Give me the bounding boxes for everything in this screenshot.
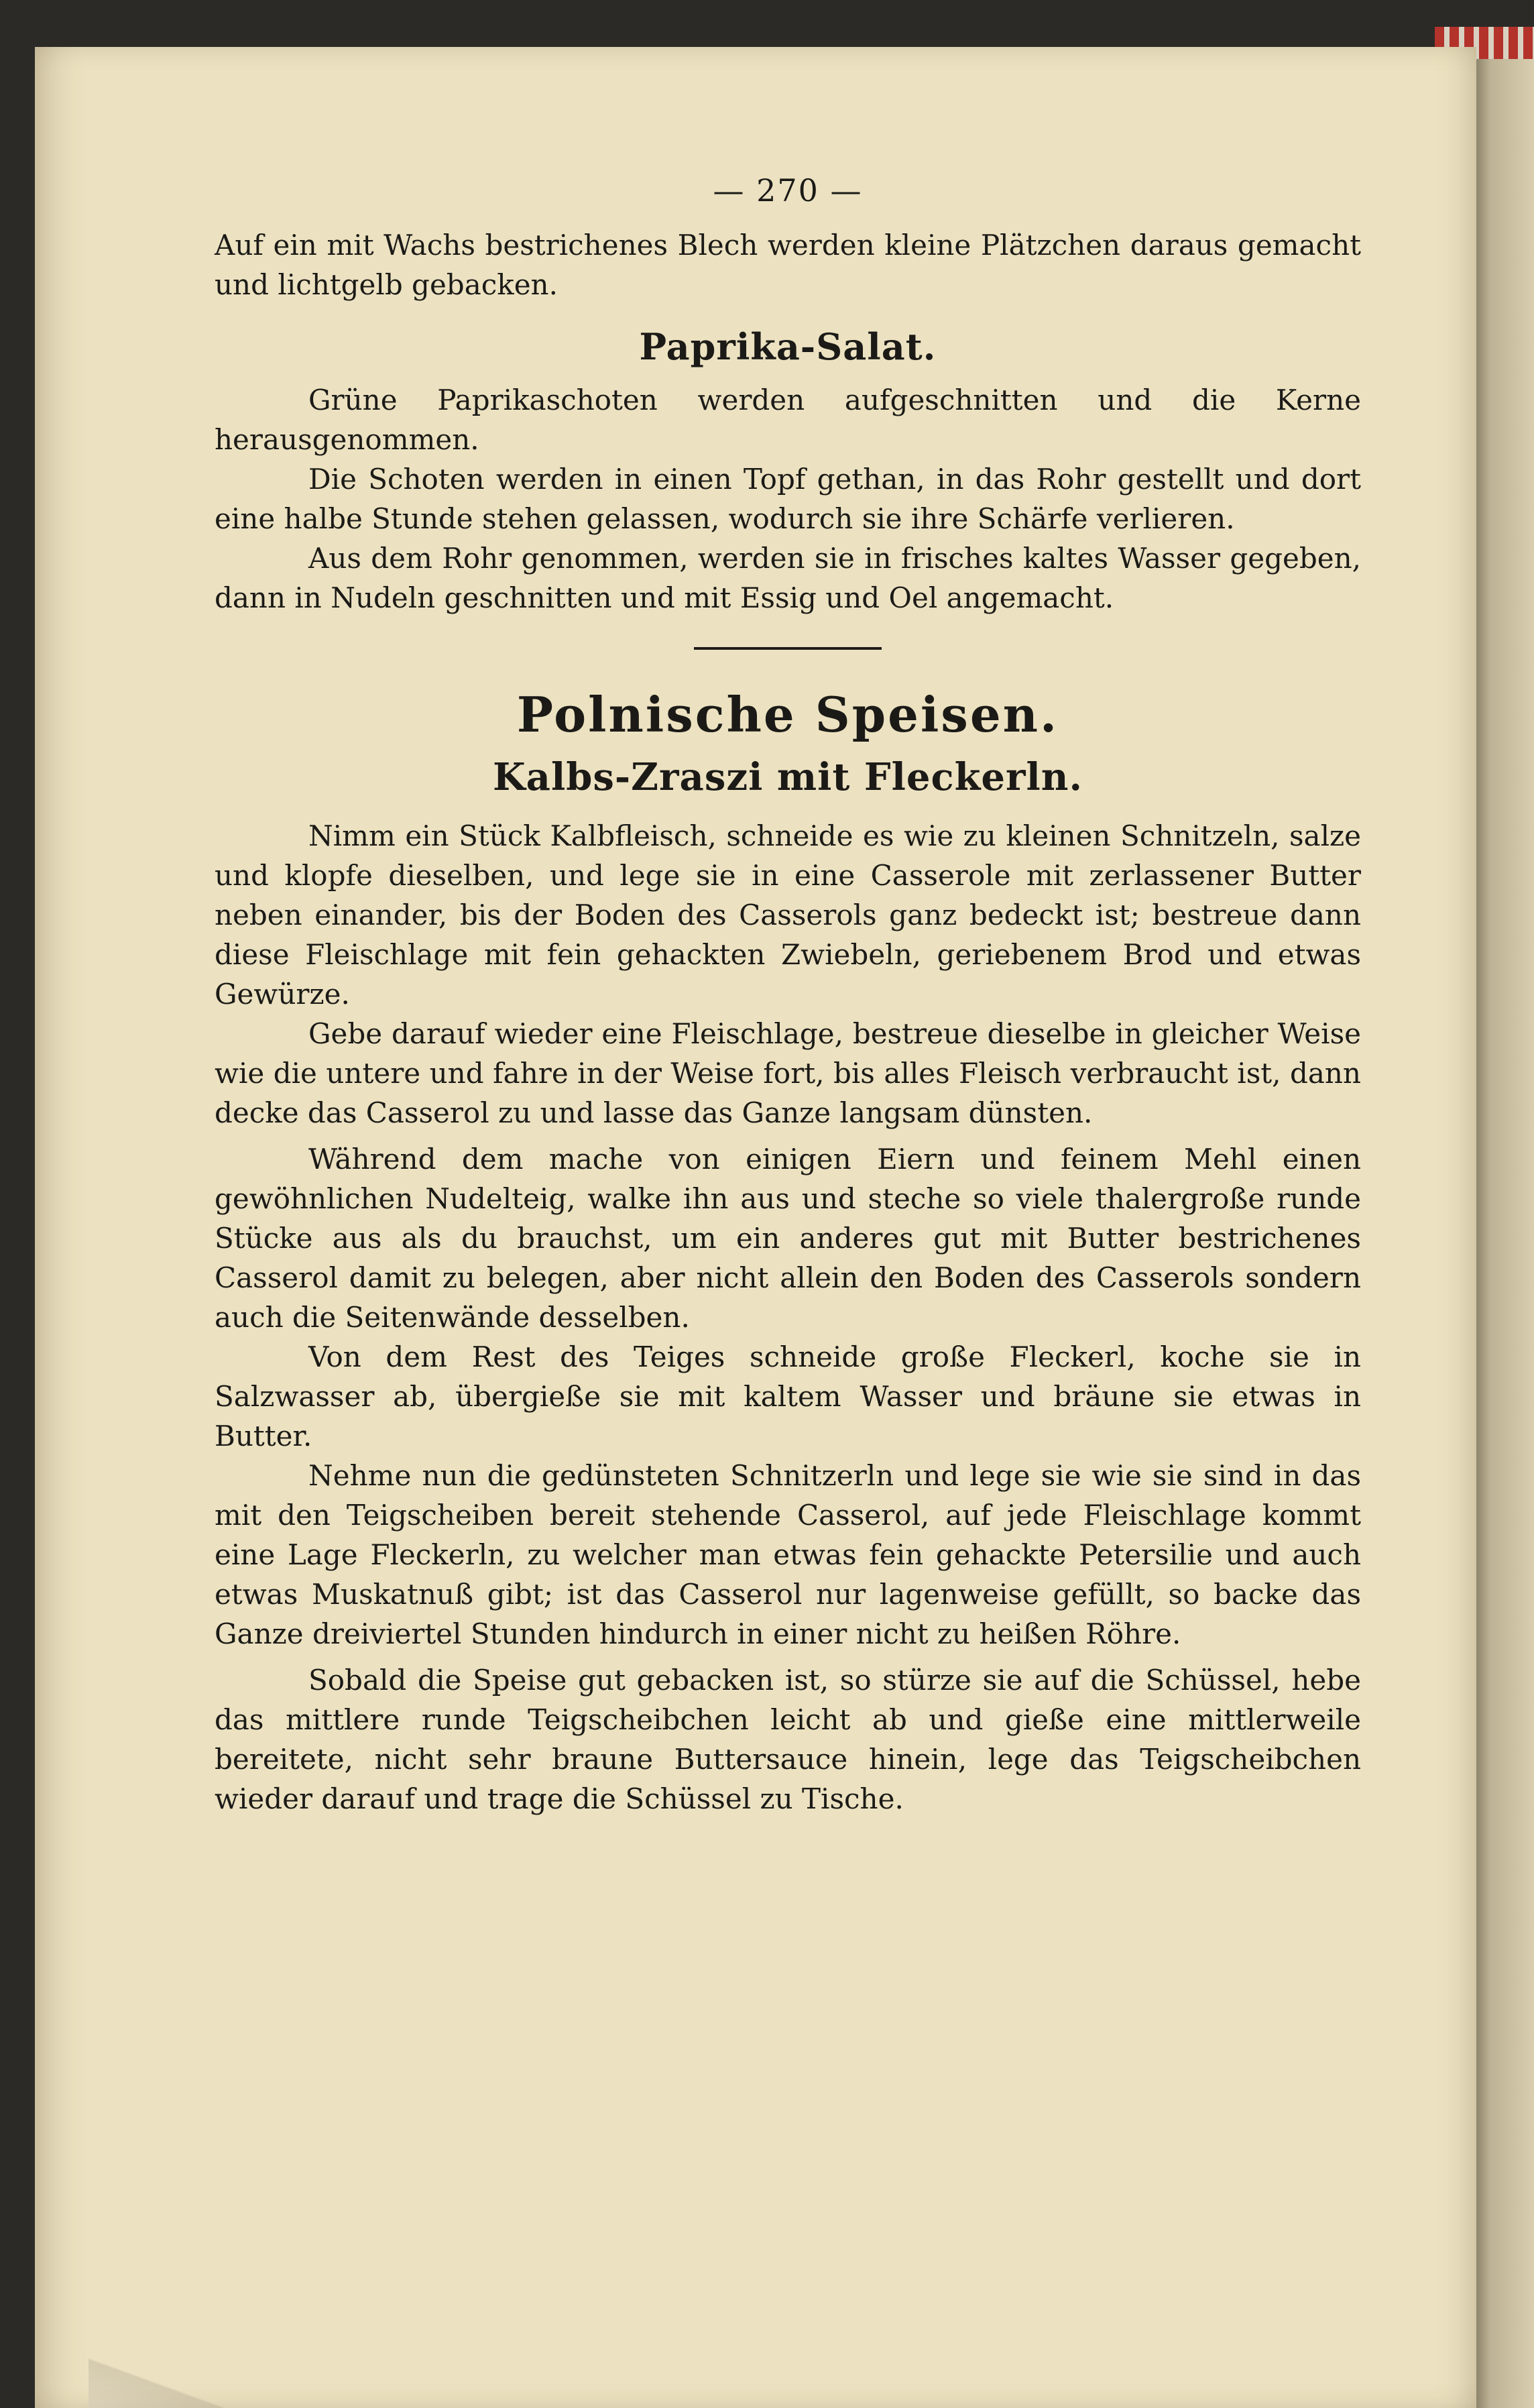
- paprika-paragraph: Grüne Paprikaschoten werden aufgeschnitten und die Kerne herausgenommen.: [215, 384, 1361, 456]
- paprika-salat-title: Paprika-Salat.: [639, 325, 937, 368]
- paprika-paragraph: Die Schoten werden in einen Topf gethan, in das Rohr gestellt und dort eine halbe Stunde stehen gelassen, wodurch sie ihre Schärfe verlieren.: [215, 463, 1361, 535]
- chapter-title: Polnische Speisen.: [516, 686, 1059, 743]
- zraszi-paragraph: Sobald die Speise gut gebacken ist, so stürze sie auf die Schüssel, hebe das mittlere runde Teigscheibchen leicht ab und gieße eine mittlerweile bereitete, nicht sehr braune Buttersauce hinein, lege das Teigscheibchen wieder darauf und trage die Schüssel zu Tische.: [215, 1664, 1361, 1815]
- page-number: — 270 —: [713, 172, 863, 209]
- intro-paragraph: Auf ein mit Wachs bestrichenes Blech werden kleine Plätzchen daraus gemacht und lichtgelb gebacken.: [215, 229, 1361, 301]
- zraszi-paragraph: Von dem Rest des Teiges schneide große Fleckerl, koche sie in Salzwasser ab, übergieße sie mit kaltem Wasser und bräune sie etwas in Butter.: [215, 1340, 1361, 1452]
- page-corner-fold: [88, 2320, 310, 2408]
- zraszi-paragraph: Gebe darauf wieder eine Fleischlage, bestreue dieselbe in gleicher Weise wie die untere und fahre in der Weise fort, bis alles Fleisch verbraucht ist, dann decke das Casserol zu und lasse das Ganze langsam dünsten.: [215, 1017, 1361, 1129]
- back-page-edge: [1472, 27, 1534, 2408]
- paprika-paragraph: Aus dem Rohr genommen, werden sie in frisches kaltes Wasser gegeben, dann in Nudeln geschnitten und mit Essig und Oel angemacht.: [215, 542, 1361, 614]
- page-text: [215, 171, 1361, 1819]
- zraszi-paragraph: Nehme nun die gedünsteten Schnitzerln und lege sie wie sie sind in das mit den Teigscheiben bereit stehende Casserol, auf jede Fleischlage kommt eine Lage Fleckerln, zu welcher man etwas fein gehackte Petersilie und auch etwas Muskatnuß gibt; ist das Casserol nur lagenweise gefüllt, so backe das Ganze dreiviertel Stunden hindurch in einer nicht zu heißen Röhre.: [215, 1459, 1361, 1650]
- section-divider: [694, 647, 882, 650]
- kalbs-zraszi-title: Kalbs-Zraszi mit Fleckerln.: [493, 755, 1083, 799]
- zraszi-paragraph: Nimm ein Stück Kalbfleisch, schneide es wie zu kleinen Schnitzeln, salze und klopfe dieselben, und lege sie in eine Casserole mit zerlassener Butter neben einander, bis der Boden des Casserols ganz bedeckt ist; bestreue dann diese Fleischlage mit fein gehackten Zwiebeln, geriebenem Brod und etwas Gewürze.: [215, 819, 1361, 1011]
- zraszi-paragraph: Während dem mache von einigen Eiern und feinem Mehl einen gewöhnlichen Nudelteig, walke ihn aus und steche so viele thalergroße runde Stücke aus als du brauchst, um ein anderes gut mit Butter bestrichenes Casserol damit zu belegen, aber nicht allein den Boden des Casserols sondern auch die Seitenwände desselben.: [215, 1143, 1361, 1334]
